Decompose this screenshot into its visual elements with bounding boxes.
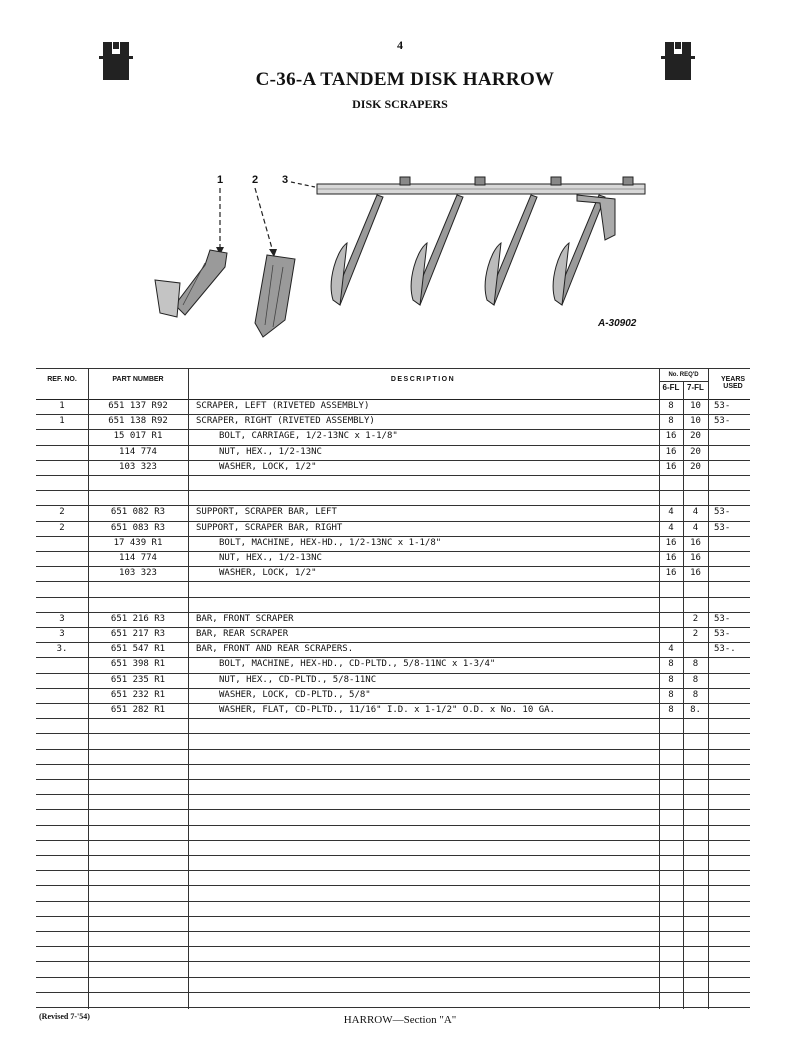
table-rule [36, 840, 750, 841]
table-rule [36, 733, 750, 734]
part-number-cell: 103 323 [119, 568, 157, 579]
table-rule [36, 749, 750, 750]
qty-6fl-cell: 8 [668, 659, 674, 670]
description-cell: BAR, FRONT SCRAPER [196, 613, 294, 624]
part-number-cell: 114 774 [119, 446, 157, 457]
ref-no-cell: 2 [59, 522, 65, 533]
table-rule [36, 779, 750, 780]
header-no-reqd: No. REQ'D [668, 372, 699, 378]
qty-6fl-cell: 8 [668, 674, 674, 685]
description-cell: WASHER, LOCK, 1/2" [219, 568, 317, 579]
qty-7fl-cell: 16 [690, 537, 701, 548]
qty-7fl-cell: 10 [690, 401, 701, 411]
page-subtitle: DISK SCRAPERS [352, 97, 448, 111]
years-used-cell: 53- [714, 507, 731, 518]
qty-7fl-cell: 2 [692, 613, 699, 624]
table-rule [36, 977, 750, 978]
ref-no-cell: 1 [59, 416, 65, 427]
description-cell: SCRAPER, LEFT (RIVETED ASSEMBLY) [196, 401, 370, 411]
table-row [36, 642, 750, 657]
years-used-cell: 53- [714, 401, 731, 411]
table-row [36, 429, 750, 444]
header-years-used: YEARS USED [720, 376, 746, 390]
qty-7fl-cell: 4 [692, 507, 699, 518]
years-used-cell: 53- [714, 416, 731, 427]
table-rule [36, 916, 750, 917]
part-number-cell: 651 217 R3 [110, 629, 166, 639]
qty-7fl-cell: 8 [692, 659, 699, 670]
qty-7fl-cell: 16 [690, 568, 701, 579]
years-used-cell: 53- [714, 613, 731, 624]
callout-3: 3 [282, 174, 289, 186]
qty-6fl-cell: 16 [665, 431, 677, 442]
ref-no-cell: 3. [56, 644, 68, 655]
table-rule [36, 992, 750, 993]
ref-no-cell: 2 [59, 507, 65, 518]
years-used-cell: 53-. [714, 644, 736, 655]
part-number-cell: 114 774 [119, 553, 157, 563]
ref-no-cell: 1 [59, 401, 65, 411]
qty-6fl-cell: 16 [665, 553, 677, 563]
page-number: 4 [397, 38, 403, 52]
header-ref-no: REF. NO. [47, 376, 77, 383]
qty-7fl-cell: 20 [690, 461, 701, 472]
table-row [36, 597, 750, 612]
table-row [36, 414, 750, 429]
table-subheader-rule [659, 381, 708, 382]
table-row [36, 475, 750, 490]
qty-6fl-cell: 16 [665, 537, 677, 548]
callout-2: 2 [252, 174, 259, 186]
years-used-cell: 53- [714, 629, 731, 639]
description-cell: BOLT, CARRIAGE, 1/2-13NC x 1-1/8" [219, 431, 398, 442]
table-border-top [36, 368, 750, 369]
part-number-cell: 651 137 R92 [108, 401, 168, 411]
qty-6fl-cell: 8 [668, 416, 674, 427]
qty-6fl-cell: 16 [665, 446, 677, 457]
callout-1: 1 [217, 174, 224, 186]
qty-7fl-cell: 8 [692, 674, 699, 685]
table-row [36, 566, 750, 581]
table-rule [36, 718, 750, 719]
header-6-fl: 6-FL [662, 383, 680, 392]
description-cell: BAR, FRONT AND REAR SCRAPERS. [196, 644, 354, 655]
table-rule [36, 901, 750, 902]
table-row [36, 673, 750, 688]
part-number-cell: 103 323 [119, 461, 157, 472]
part-number-cell: 651 282 R1 [110, 705, 166, 715]
ref-no-cell: 3 [59, 629, 65, 639]
table-row [36, 505, 750, 520]
qty-6fl-cell: 8 [668, 705, 674, 715]
description-cell: SUPPORT, SCRAPER BAR, RIGHT [196, 522, 343, 533]
description-cell: BOLT, MACHINE, HEX-HD., CD-PLTD., 5/8-11NC x 1-3/4" [219, 659, 496, 670]
years-used-cell: 53- [714, 522, 731, 533]
header-description: DESCRIPTION [390, 376, 456, 383]
table-row [36, 688, 750, 703]
part-number-cell: 651 235 R1 [110, 674, 166, 685]
description-cell: WASHER, FLAT, CD-PLTD., 11/16" I.D. x 1-1/2" O.D. x No. 10 GA. [219, 705, 555, 715]
table-row [36, 612, 750, 627]
table-rule [36, 946, 750, 947]
table-rule [36, 961, 750, 962]
qty-6fl-cell: 4 [668, 507, 674, 518]
part-number-cell: 17 439 R1 [113, 537, 163, 548]
description-cell: BOLT, MACHINE, HEX-HD., 1/2-13NC x 1-1/8" [219, 537, 442, 548]
header-part-number: PART NUMBER [112, 376, 164, 383]
part-number-cell: 651 232 R1 [110, 689, 166, 700]
table-row [36, 581, 750, 596]
table-row [36, 490, 750, 505]
qty-7fl-cell: 8 [692, 689, 699, 700]
revised-note: (Revised 7-'54) [39, 1012, 90, 1021]
table-rule [36, 1007, 750, 1008]
part-number-cell: 651 216 R3 [110, 613, 166, 624]
qty-7fl-cell: 2 [692, 629, 699, 639]
description-cell: NUT, HEX., CD-PLTD., 5/8-11NC [219, 674, 377, 685]
table-row [36, 627, 750, 642]
description-cell: SCRAPER, RIGHT (RIVETED ASSEMBLY) [196, 416, 375, 427]
qty-7fl-cell: 4 [692, 522, 699, 533]
part-number-cell: 651 082 R3 [110, 507, 166, 518]
qty-6fl-cell: 4 [668, 644, 674, 655]
qty-7fl-cell: 20 [690, 431, 701, 442]
description-cell: NUT, HEX., 1/2-13NC [219, 446, 322, 457]
table-row [36, 657, 750, 672]
illustration-code: A-30902 [598, 318, 637, 329]
description-cell: SUPPORT, SCRAPER BAR, LEFT [196, 507, 337, 518]
qty-6fl-cell: 16 [665, 568, 677, 579]
table-row [36, 521, 750, 536]
table-row [36, 399, 750, 414]
parts-table [36, 368, 750, 1009]
description-cell: NUT, HEX., 1/2-13NC [219, 553, 322, 563]
section-footer: HARROW—Section "A" [343, 1014, 457, 1026]
description-cell: WASHER, LOCK, 1/2" [219, 461, 317, 472]
table-row [36, 551, 750, 566]
table-rule [36, 870, 750, 871]
table-row [36, 445, 750, 460]
part-number-cell: 651 138 R92 [108, 416, 168, 427]
table-rule [36, 794, 750, 795]
table-rule [36, 825, 750, 826]
description-cell: BAR, REAR SCRAPER [196, 629, 289, 639]
part-number-cell: 651 083 R3 [110, 522, 166, 533]
disk-scraper-illustration [145, 155, 655, 340]
part-number-cell: 651 398 R1 [110, 659, 166, 670]
description-cell: WASHER, LOCK, CD-PLTD., 5/8" [219, 689, 371, 700]
qty-6fl-cell: 8 [668, 401, 674, 411]
table-row [36, 703, 750, 718]
qty-7fl-cell: 8. [690, 705, 701, 715]
qty-7fl-cell: 20 [690, 446, 701, 457]
part-number-cell: 15 017 R1 [113, 431, 163, 442]
part-number-cell: 651 547 R1 [110, 644, 166, 655]
table-row [36, 460, 750, 475]
table-rule [36, 885, 750, 886]
qty-7fl-cell: 16 [690, 553, 701, 563]
table-rule [36, 764, 750, 765]
qty-6fl-cell: 4 [668, 522, 674, 533]
table-rule [36, 931, 750, 932]
qty-7fl-cell: 10 [690, 416, 701, 427]
table-rule [36, 855, 750, 856]
page-title: C-36-A TANDEM DISK HARROW [255, 69, 555, 90]
ref-no-cell: 3 [59, 613, 65, 624]
qty-6fl-cell: 8 [668, 689, 674, 700]
table-row [36, 536, 750, 551]
header-7-fl: 7-FL [687, 383, 704, 392]
table-rule [36, 809, 750, 810]
qty-6fl-cell: 16 [665, 461, 677, 472]
